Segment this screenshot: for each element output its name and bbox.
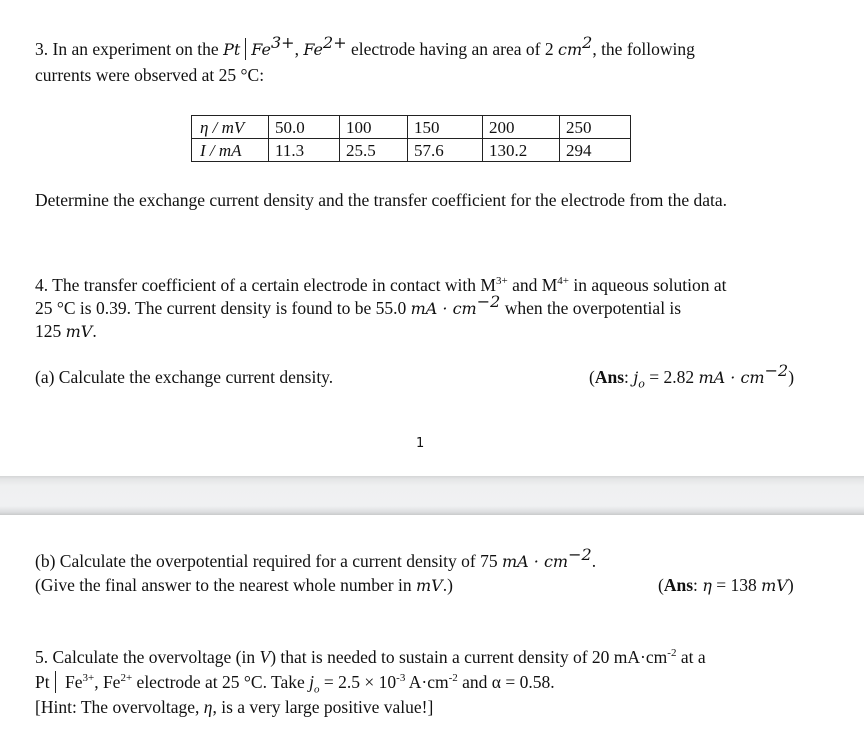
unit-exponent: -2 [667, 647, 677, 659]
row-header-text: η / mV [200, 117, 245, 137]
table-cell: 50.0 [269, 116, 340, 139]
page-separator [0, 476, 864, 515]
answer-subscript: o [638, 377, 645, 391]
q5-text-post: and α = 0.58. [457, 672, 555, 692]
q4-text-post: . [92, 321, 97, 341]
unit-exponent: −2 [476, 292, 501, 311]
current-density-unit: mA · cm [501, 552, 569, 571]
unit-exponent: −2 [568, 545, 592, 564]
q4-text-post: in aqueous solution at [568, 275, 727, 295]
exponent: -3 [396, 672, 406, 684]
q5-text-mid: electrode at 25 °C. Take [132, 672, 310, 692]
colon: : [624, 367, 634, 387]
answer-unit: mA · cm [698, 368, 765, 387]
current-density-unit: mA · cm [410, 299, 477, 318]
answer-label: Ans [594, 367, 625, 387]
q4b-text-post: . [591, 551, 597, 571]
q4-line-1 [35, 274, 726, 296]
q4-part-a: (a) Calculate the exchange current density. [35, 367, 334, 387]
q3-line-2: currents were observed at 25 °C: [35, 65, 265, 85]
q5-line-3 [35, 696, 433, 718]
answer-value: = 2.82 [644, 367, 699, 387]
q3-text-mid: electrode having an area of 2 [346, 39, 558, 59]
fe3-charge: 3+ [270, 33, 295, 52]
q4-line-2 [35, 292, 682, 320]
variable-subscript: o [314, 683, 320, 696]
q4-line-3 [35, 320, 97, 343]
q4-part-b-line-2 [35, 574, 453, 597]
q4b-text: (b) Calculate the overpotential required for a current density of 75 [35, 551, 502, 571]
data-table [191, 115, 631, 162]
electrode-fe2: Fe [303, 40, 324, 59]
eta-variable: η [203, 697, 213, 717]
table-cell: 200 [483, 116, 560, 139]
q3-comma: , [294, 39, 304, 59]
q5-line-1 [35, 646, 706, 668]
colon: : [693, 575, 703, 595]
row-header-current [192, 139, 269, 162]
q4-text: 4. The transfer coefficient of a certain electrode in contact with M [35, 275, 496, 295]
phase-boundary-bar [55, 671, 56, 693]
q5-hint-post: , is a very large positive value!] [212, 697, 434, 717]
fe3-charge: 3+ [82, 672, 95, 684]
voltage-unit: mV [65, 322, 93, 341]
document-page-2 [0, 515, 864, 745]
q3-line-1 [35, 33, 695, 61]
q4b-text-post: .) [442, 575, 453, 595]
unit-exponent: -2 [448, 672, 458, 684]
q4-text: 25 °C is 0.39. The current density is found to be 55.0 [35, 298, 411, 318]
q4-text-mid: and M [507, 275, 558, 295]
q5-hint: [Hint: The overvoltage, [35, 697, 204, 717]
table-row-eta [192, 116, 631, 139]
electrode-pt: Pt [223, 40, 241, 59]
fe2-charge: 2+ [323, 33, 347, 52]
paren: ) [788, 367, 795, 387]
electrode-pt: Pt [35, 672, 50, 692]
answer-unit: mV [761, 576, 788, 595]
unit: A·cm [405, 672, 449, 692]
table-cell: 150 [408, 116, 483, 139]
answer-variable: η [702, 576, 712, 595]
electrode-fe2: , Fe [94, 672, 121, 692]
electrode-fe3: Fe [60, 672, 83, 692]
q4a-answer [589, 361, 795, 396]
exchange-current-variable: j [309, 672, 315, 692]
table-cell: 57.6 [408, 139, 483, 162]
electrode-fe3: Fe [251, 40, 271, 59]
q5-text: 5. Calculate the overvoltage (in [35, 647, 260, 667]
q3-text-post: , the following [592, 39, 695, 59]
q5-text-mid: ) that is needed to sustain a current density of 20 mA·cm [270, 647, 668, 667]
answer-value: = 138 [711, 575, 762, 595]
q4-text: 125 [35, 321, 66, 341]
value: = 2.5 × 10 [319, 672, 397, 692]
table-cell: 294 [560, 139, 631, 162]
q3-text: 3. In an experiment on the [35, 39, 224, 59]
answer-variable: j [633, 368, 639, 387]
q4-part-b-line-1 [35, 545, 597, 573]
table-row-current [192, 139, 631, 162]
area-exponent: 2 [582, 33, 593, 52]
table-cell: 100 [340, 116, 408, 139]
q5-text-post: at a [676, 647, 706, 667]
fe2-charge: 2+ [120, 672, 133, 684]
row-header-text: I / mA [200, 140, 242, 160]
paren: ) [787, 575, 794, 595]
answer-unit-exponent: −2 [764, 361, 789, 380]
page-number: 1 [416, 436, 425, 451]
q4-text-post: when the overpotential is [500, 298, 682, 318]
answer-label: Ans [663, 575, 694, 595]
paren: ( [658, 575, 664, 595]
paren: ( [589, 367, 595, 387]
q4b-text: (Give the final answer to the nearest whole number in [35, 575, 416, 595]
voltage-unit: mV [415, 576, 443, 595]
table-cell: 11.3 [269, 139, 340, 162]
table-cell: 130.2 [483, 139, 560, 162]
table-cell: 250 [560, 116, 631, 139]
q3-task: Determine the exchange current density and the transfer coefficient for the electrode from the data. [35, 190, 728, 210]
phase-boundary-bar [245, 38, 246, 60]
area-unit: cm [557, 40, 583, 59]
m4-charge: 4+ [557, 275, 569, 287]
q4b-answer [658, 574, 794, 597]
row-header-eta [192, 116, 269, 139]
table-cell: 25.5 [340, 139, 408, 162]
m3-charge: 3+ [495, 275, 508, 287]
volt-unit: V [259, 647, 271, 667]
